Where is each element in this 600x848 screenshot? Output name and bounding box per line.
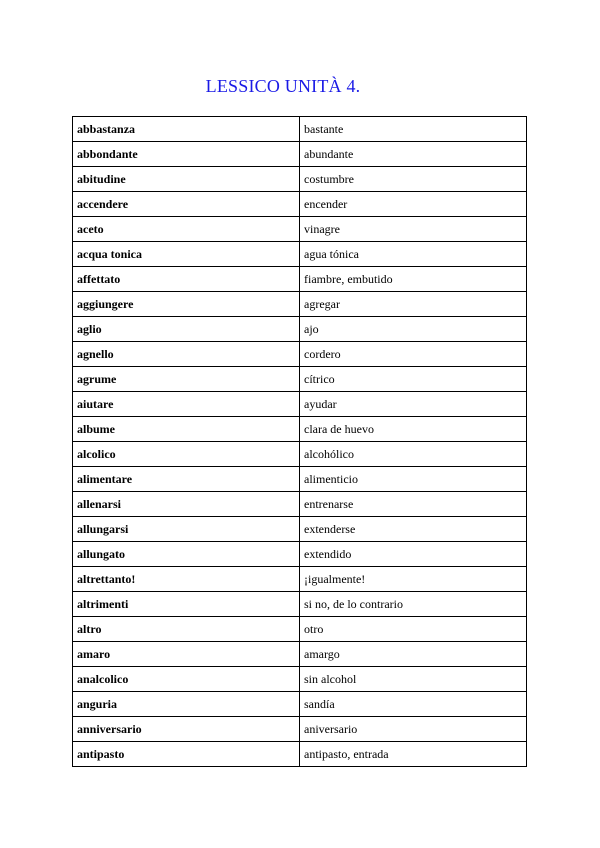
spanish-translation: ¡igualmente! (300, 567, 527, 592)
italian-term: aglio (73, 317, 300, 342)
table-row (73, 217, 527, 242)
table-row (73, 542, 527, 567)
italian-term: aggiungere (73, 292, 300, 317)
spanish-translation: aniversario (300, 717, 527, 742)
table-row (73, 242, 527, 267)
table-row (73, 367, 527, 392)
italian-term: altro (73, 617, 300, 642)
table-row (73, 517, 527, 542)
italian-term: alimentare (73, 467, 300, 492)
italian-term: analcolico (73, 667, 300, 692)
spanish-translation: ajo (300, 317, 527, 342)
table-row (73, 442, 527, 467)
table-row (73, 492, 527, 517)
table-row (73, 567, 527, 592)
italian-term: altrettanto! (73, 567, 300, 592)
table-row (73, 192, 527, 217)
italian-term: agrume (73, 367, 300, 392)
spanish-translation: ayudar (300, 392, 527, 417)
spanish-translation: agua tónica (300, 242, 527, 267)
italian-term: abitudine (73, 167, 300, 192)
table-row (73, 142, 527, 167)
spanish-translation: alimenticio (300, 467, 527, 492)
table-row (73, 642, 527, 667)
table-row (73, 617, 527, 642)
table-row (73, 342, 527, 367)
spanish-translation: extendido (300, 542, 527, 567)
italian-term: acqua tonica (73, 242, 300, 267)
spanish-translation: fiambre, embutido (300, 267, 527, 292)
spanish-translation: si no, de lo contrario (300, 592, 527, 617)
italian-term: anniversario (73, 717, 300, 742)
spanish-translation: bastante (300, 117, 527, 142)
table-row (73, 592, 527, 617)
spanish-translation: alcohólico (300, 442, 527, 467)
table-row (73, 267, 527, 292)
spanish-translation: sin alcohol (300, 667, 527, 692)
spanish-translation: entrenarse (300, 492, 527, 517)
italian-term: allungato (73, 542, 300, 567)
italian-term: antipasto (73, 742, 300, 767)
table-row (73, 117, 527, 142)
spanish-translation: costumbre (300, 167, 527, 192)
italian-term: anguria (73, 692, 300, 717)
italian-term: aceto (73, 217, 300, 242)
table-row (73, 717, 527, 742)
spanish-translation: amargo (300, 642, 527, 667)
italian-term: albume (73, 417, 300, 442)
italian-term: affettato (73, 267, 300, 292)
spanish-translation: cordero (300, 342, 527, 367)
spanish-translation: clara de huevo (300, 417, 527, 442)
table-row (73, 292, 527, 317)
spanish-translation: cítrico (300, 367, 527, 392)
italian-term: accendere (73, 192, 300, 217)
italian-term: allungarsi (73, 517, 300, 542)
italian-term: alcolico (73, 442, 300, 467)
page-title: LESSICO UNITÀ 4. (205, 76, 361, 96)
table-row (73, 417, 527, 442)
spanish-translation: extenderse (300, 517, 527, 542)
table-row (73, 467, 527, 492)
italian-term: altrimenti (73, 592, 300, 617)
italian-term: abbondante (73, 142, 300, 167)
italian-term: amaro (73, 642, 300, 667)
spanish-translation: otro (300, 617, 527, 642)
table-row (73, 167, 527, 192)
spanish-translation: antipasto, entrada (300, 742, 527, 767)
spanish-translation: sandía (300, 692, 527, 717)
spanish-translation: agregar (300, 292, 527, 317)
spanish-translation: vinagre (300, 217, 527, 242)
vocabulary-table-body (73, 117, 527, 767)
table-row (73, 392, 527, 417)
vocabulary-table (72, 116, 527, 767)
spanish-translation: abundante (300, 142, 527, 167)
italian-term: aiutare (73, 392, 300, 417)
italian-term: agnello (73, 342, 300, 367)
table-row (73, 667, 527, 692)
italian-term: allenarsi (73, 492, 300, 517)
table-row (73, 742, 527, 767)
spanish-translation: encender (300, 192, 527, 217)
table-row (73, 317, 527, 342)
table-row (73, 692, 527, 717)
italian-term: abbastanza (73, 117, 300, 142)
